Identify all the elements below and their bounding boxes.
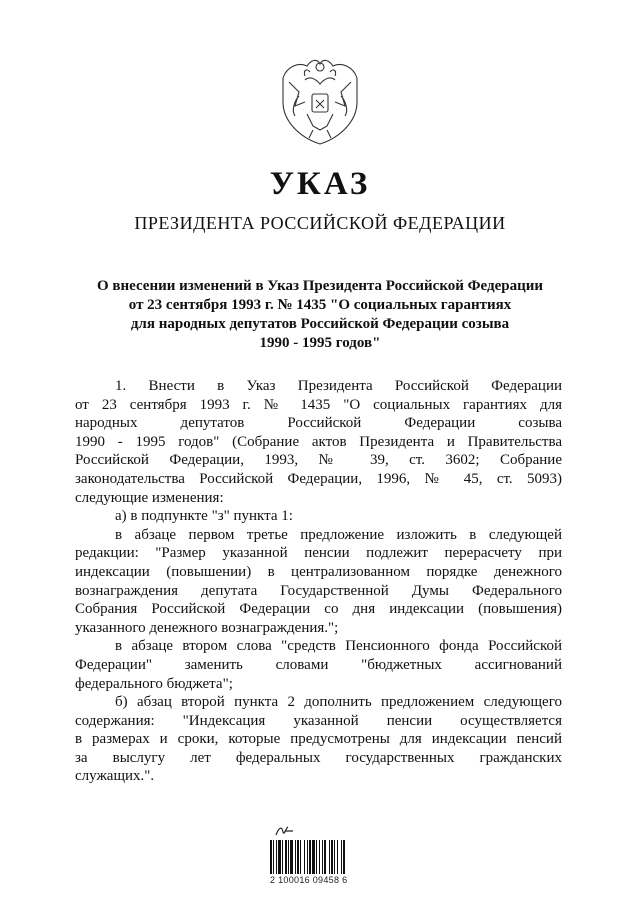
barcode-bar <box>285 840 287 874</box>
handwritten-mark-icon <box>274 824 294 838</box>
coat-of-arms-emblem <box>277 56 363 146</box>
body-line: 1990 - 1995 годов" (Собрание актов Президента и Правительства <box>75 433 562 450</box>
body-line: редакции: "Размер указанной пенсии подлежит перерасчету при <box>75 545 562 562</box>
barcode-bar <box>278 840 281 874</box>
body-line: индексации (повышении) в централизованном порядке денежного <box>75 563 562 580</box>
body-line: законодательства Российской Федерации, 1996, № 45, ст. 5093) <box>75 470 562 487</box>
barcode-bar <box>276 840 277 874</box>
barcode-bar <box>343 840 345 874</box>
barcode-bar <box>273 840 274 874</box>
document-title: УКАЗ <box>269 166 371 202</box>
barcode-number: 2 100016 09458 6 <box>270 875 348 885</box>
barcode-bar <box>290 840 293 874</box>
barcode-bar <box>341 840 342 874</box>
barcode-bar <box>312 840 315 874</box>
body-line: служащих.". <box>75 768 155 785</box>
barcode-bar <box>316 840 317 874</box>
body-line: за выслугу лет федеральных государственных гражданских <box>75 749 562 766</box>
barcode-bar <box>319 840 320 874</box>
barcode-bar <box>329 840 330 874</box>
body-line: в абзаце первом третье предложение изложить в следующей <box>115 526 562 543</box>
body-line: а) в подпункте "з" пункта 1: <box>115 508 293 525</box>
body-line: Российской Федерации, 1993, № 39, ст. 3602; Собрание <box>75 452 562 469</box>
barcode-bar <box>331 840 333 874</box>
body-line: Собрания Российской Федерации со дня индексации (повышения) <box>75 601 562 618</box>
body-line: в абзаце втором слова "средств Пенсионного фонда Российской <box>115 638 562 655</box>
body-line: указанного денежного вознаграждения."; <box>75 619 339 636</box>
subject-line: для народных депутатов Российской Федерации созыва <box>130 316 510 332</box>
barcode-bar <box>337 840 338 874</box>
body-line: вознаграждения депутата Государственной Думы Федерального <box>75 582 562 599</box>
barcode-bar <box>270 840 272 874</box>
barcode-bar <box>288 840 289 874</box>
barcode-bar <box>300 840 301 874</box>
barcode <box>270 840 364 874</box>
barcode-bar <box>324 840 326 874</box>
barcode-bar <box>295 840 296 874</box>
decree-subject <box>70 277 570 353</box>
barcode-bar <box>322 840 323 874</box>
decree-body <box>75 377 562 786</box>
subject-line: от 23 сентября 1993 г. № 1435 "О социальных гарантиях <box>128 297 512 313</box>
barcode-bar <box>309 840 311 874</box>
body-line: федерального бюджета"; <box>75 675 233 692</box>
body-line: 1. Внести в Указ Президента Российской Федерации <box>115 378 562 394</box>
body-line: Федерации" заменить словами "бюджетных ассигнований <box>75 656 562 673</box>
barcode-bar <box>297 840 299 874</box>
body-line: следующие изменения: <box>75 489 224 506</box>
document-subtitle: ПРЕЗИДЕНТА РОССИЙСКОЙ ФЕДЕРАЦИИ <box>134 213 506 233</box>
body-line: содержания: "Индексация указанной пенсии осуществляется <box>75 712 562 729</box>
body-line: народных депутатов Российской Федерации созыва <box>75 415 562 432</box>
barcode-bar <box>304 840 305 874</box>
body-line: от 23 сентября 1993 г. № 1435 "О социальных гарантиях для <box>75 396 562 413</box>
body-line: б) абзац второй пункта 2 дополнить предложением следующего <box>115 694 562 711</box>
barcode-bar <box>282 840 283 874</box>
barcode-bar <box>334 840 335 874</box>
subject-line: О внесении изменений в Указ Президента Российской Федерации <box>96 278 544 294</box>
body-line: в размерах и сроки, которые предусмотрены для индексации пенсий <box>75 731 562 748</box>
subject-line: 1990 - 1995 годов" <box>259 335 381 351</box>
barcode-bar <box>307 840 308 874</box>
